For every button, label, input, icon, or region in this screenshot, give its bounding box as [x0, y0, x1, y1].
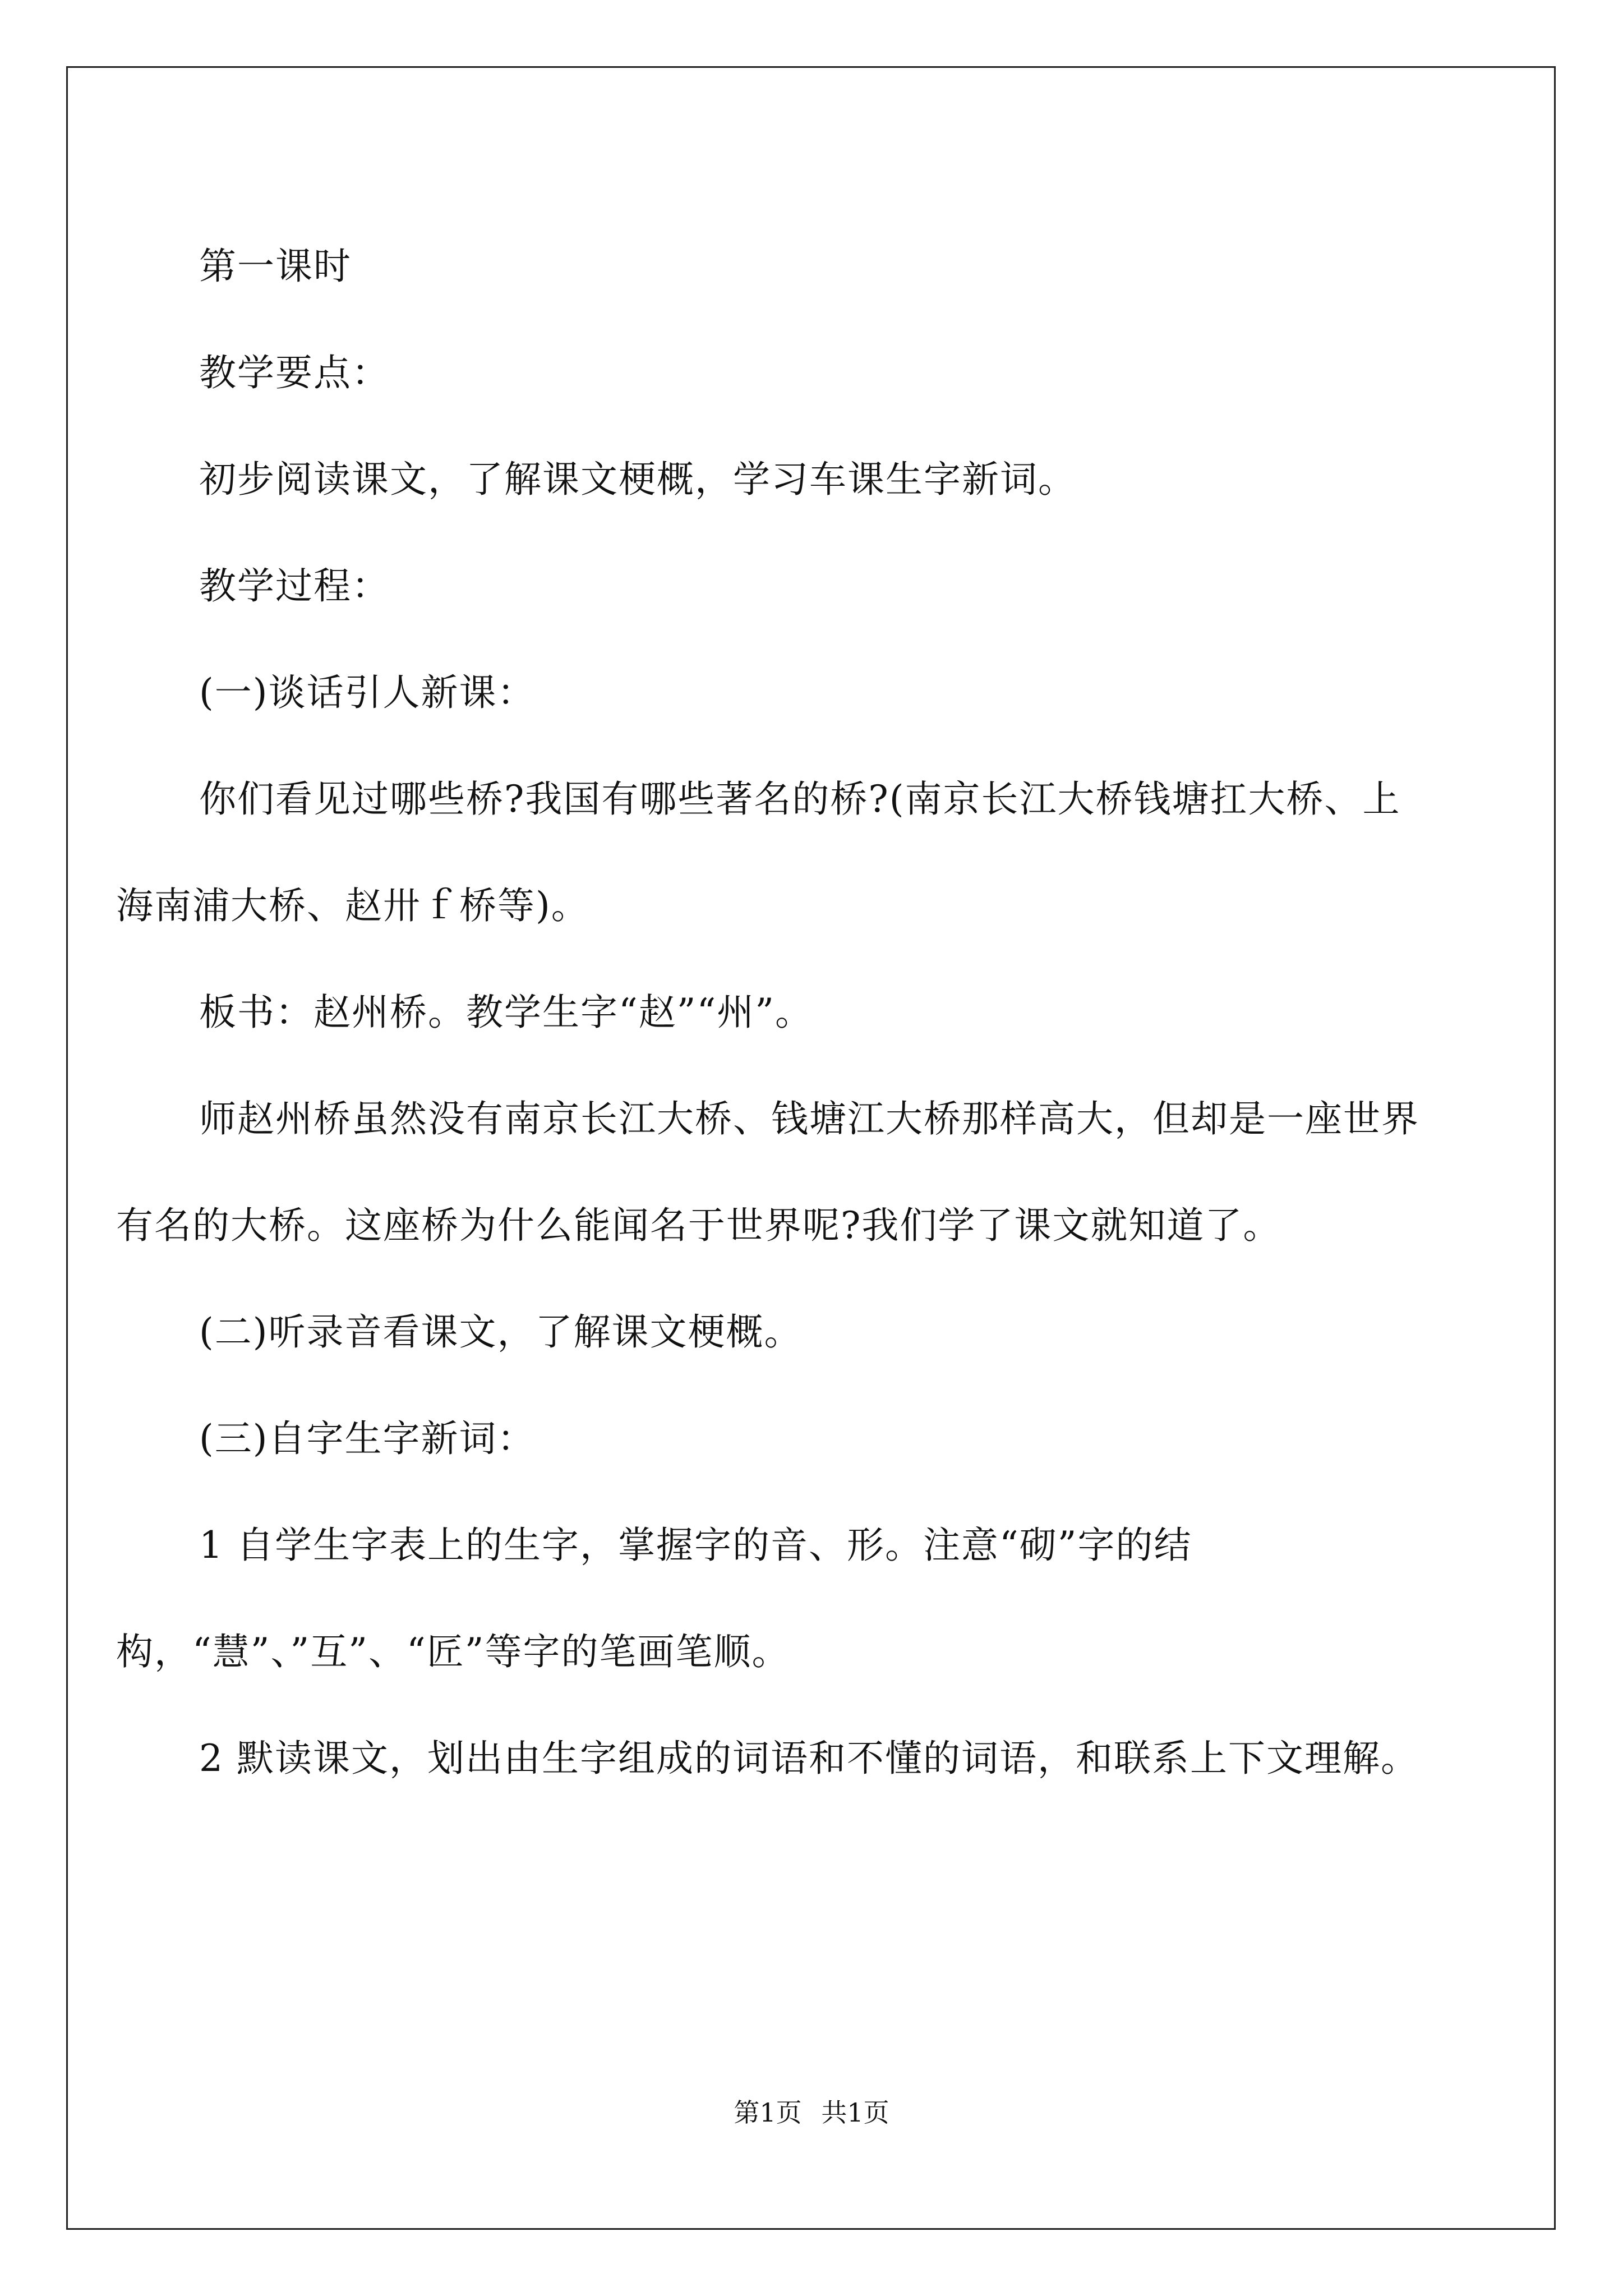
section-one-heading: (一)谈话引人新课：	[199, 671, 536, 714]
page-number-label: 第1页	[734, 2097, 802, 2128]
teaching-points-text: 初步阅读课文，了解课文梗概，学习车课生字新词。	[199, 458, 1076, 501]
blackboard-paragraph: 板书：赵州桥。教学生字“赵”“州”。	[199, 991, 813, 1034]
section-two-heading: (二)听录音看课文，了解课文梗概。	[199, 1310, 803, 1354]
document-body	[116, 213, 1427, 1812]
teaching-process-heading: 教学过程：	[199, 564, 390, 608]
self-study-step-two: 2 默读课文，划出由生字组成的词语和不懂的词语，和联系上下文理解。	[199, 1737, 1419, 1780]
teaching-points-heading: 教学要点：	[199, 351, 390, 394]
self-study-step-one: 1 自学生字表上的生字，掌握字的音、形。注意“砌”字的结构，“慧”、”互”、“匠”等字的笔画笔顺。	[116, 1524, 1192, 1673]
bridges-question-paragraph: 你们看见过哪些桥?我国有哪些著名的桥?(南京长江大桥钱塘扛大桥、上海南浦大桥、赵卅ｆ桥等)。	[116, 777, 1401, 927]
section-three-heading: (三)自字生字新词：	[199, 1417, 536, 1460]
page-total-label: 共1页	[821, 2097, 889, 2128]
teacher-intro-paragraph: 师赵州桥虽然没有南京长江大桥、钱塘江大桥那样高大，但却是一座世界有名的大桥。这座桥为什么能闻名于世界呢?我们学了课文就知道了。	[116, 1097, 1419, 1247]
page-footer	[0, 2092, 1623, 2129]
lesson-title: 第一课时	[199, 245, 352, 288]
